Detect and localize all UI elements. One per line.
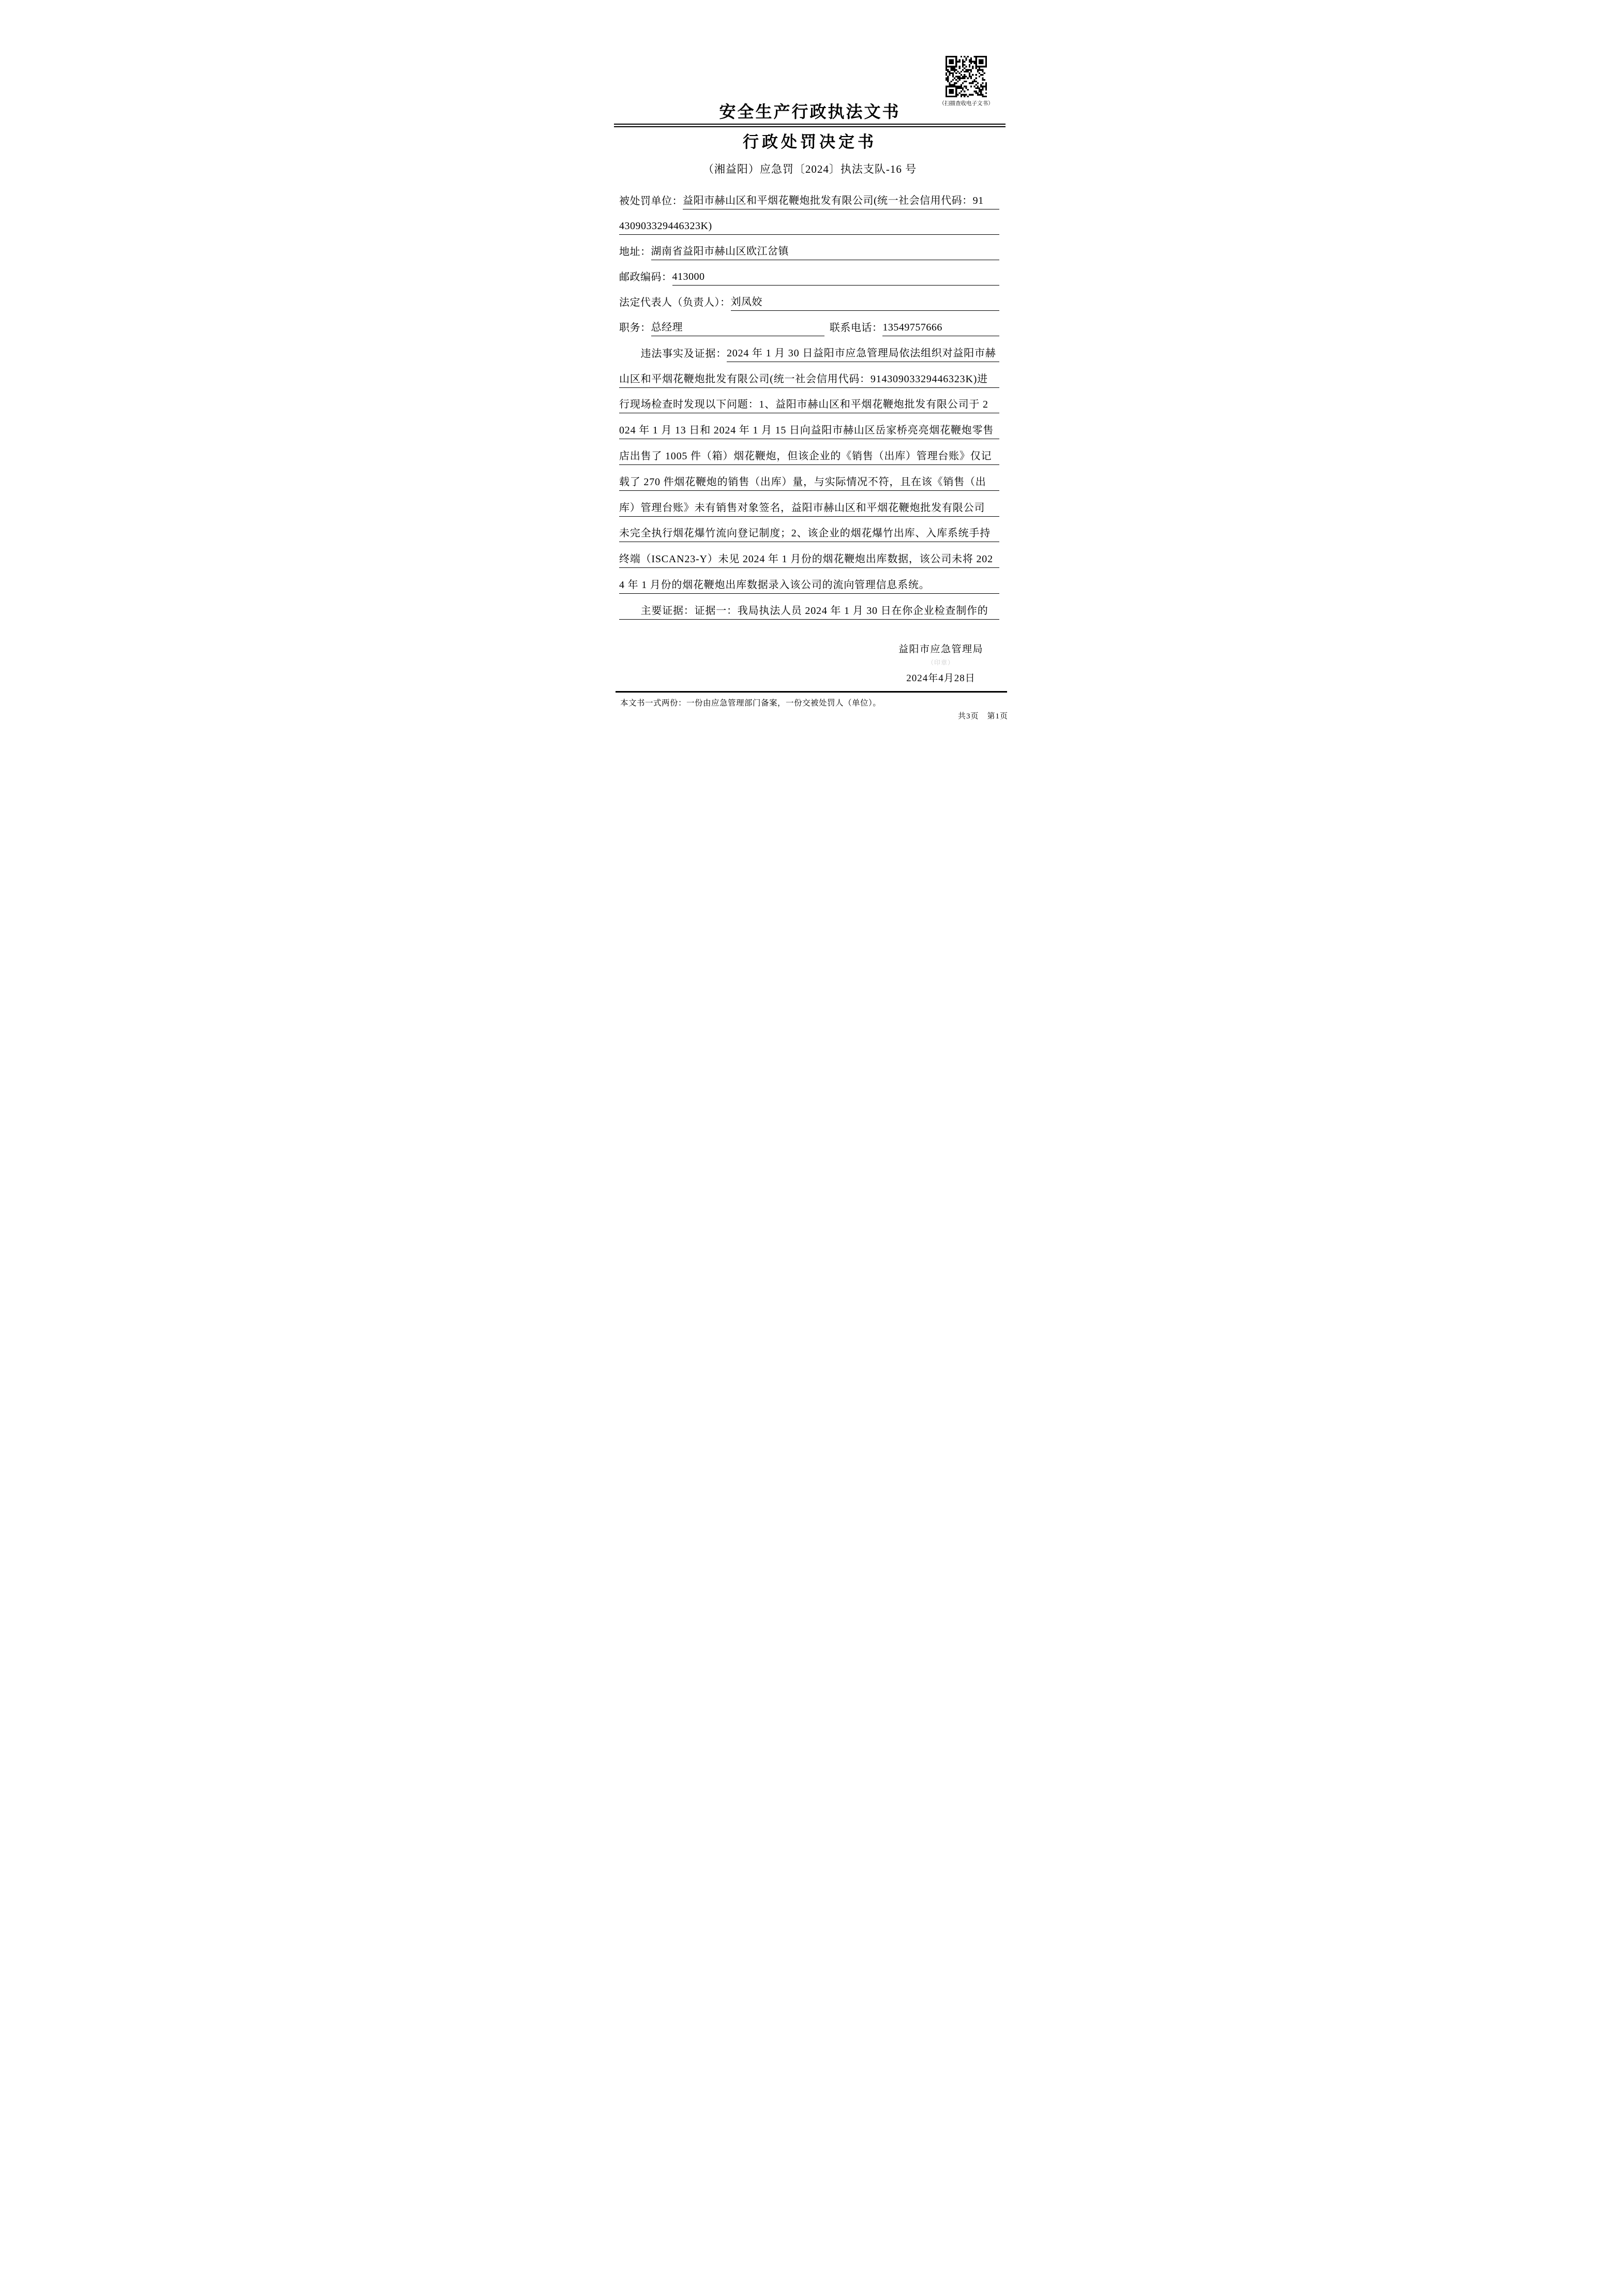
qr-block	[937, 56, 995, 107]
body-line-text: 店出售了 1005 件（箱）烟花鞭炮，但该企业的《销售（出库）管理台账》仅记	[619, 447, 999, 465]
field-cell-position	[619, 319, 824, 336]
document-category-title: 安全生产行政执法文书	[719, 102, 901, 121]
body-line	[619, 362, 999, 388]
field-value: 总经理	[651, 319, 824, 336]
seal-placeholder: （印章）	[927, 659, 954, 666]
field-row-penalized-unit	[619, 184, 999, 209]
field-label: 邮政编码：	[619, 272, 672, 283]
field-label: 地址：	[619, 246, 651, 258]
body-line-text: 载了 270 件烟花鞭炮的销售（出库）量，与实际情况不符，且在该《销售（出	[619, 473, 999, 491]
footer-rule	[616, 691, 1007, 693]
field-cell-phone	[830, 319, 999, 336]
rule-line	[614, 124, 1006, 125]
document-page	[540, 0, 1080, 766]
body-line-text: 4 年 1 月份的烟花鞭炮出库数据录入该公司的流向管理信息系统。	[619, 576, 999, 594]
issue-date: 2024年4月28日	[906, 673, 976, 684]
body-line	[619, 465, 999, 491]
body-line-text: 2024 年 1 月 30 日益阳市应急管理局依法组织对益阳市赫	[727, 344, 999, 362]
body-line	[619, 491, 999, 517]
field-label: 联系电话：	[829, 322, 883, 334]
field-row-postal-code	[619, 260, 999, 286]
field-value: 刘凤姣	[731, 293, 1000, 311]
field-value: 13549757666	[882, 322, 999, 336]
footer-note: 本文书一式两份：一份由应急管理部门备案，一份交被处罚人（单位）。	[620, 699, 881, 708]
field-row-penalized-unit-continued	[619, 209, 999, 235]
field-row-legal-representative	[619, 286, 999, 311]
issuer-block	[845, 641, 1037, 684]
body-line-text: 未完全执行烟花爆竹流向登记制度；2、该企业的烟花爆竹出库、入库系统手持	[619, 524, 999, 542]
field-value: 413000	[672, 271, 1000, 286]
field-label: 职务：	[619, 322, 651, 334]
body-line-text: 终端（ISCAN23-Y）未见 2024 年 1 月份的烟花鞭炮出库数据，该公司未将 202	[619, 550, 999, 568]
document-title: 行政处罚决定书	[743, 133, 877, 151]
field-row-address	[619, 235, 999, 260]
field-row-position-phone	[619, 311, 999, 336]
body-line	[619, 542, 999, 568]
body-line-text: 024 年 1 月 13 日和 2024 年 1 月 15 日向益阳市赫山区岳家桥亮亮烟花鞭炮零售	[619, 422, 999, 439]
body-line	[619, 388, 999, 414]
qr-caption: （扫描查收电子文书）	[939, 101, 994, 107]
body-line-text: 行现场检查时发现以下问题：1、益阳市赫山区和平烟花鞭炮批发有限公司于 2	[619, 396, 999, 413]
fields-section	[619, 184, 999, 336]
issuer-agency: 益阳市应急管理局	[898, 644, 983, 655]
field-label: 法定代表人（负责人）：	[619, 297, 731, 308]
body-line	[619, 413, 999, 439]
qr-code-icon	[946, 56, 987, 97]
field-label: 被处罚单位：	[619, 196, 683, 207]
body-paragraph	[619, 336, 999, 620]
body-line-prefix: 违法事实及证据：	[619, 348, 727, 359]
body-line-text: 主要证据：证据一：我局执法人员 2024 年 1 月 30 日在你企业检查制作的	[619, 602, 999, 620]
body-line-text: 库）管理台账》未有销售对象签名，益阳市赫山区和平烟花鞭炮批发有限公司	[619, 499, 999, 517]
body-line	[619, 439, 999, 465]
body-line	[619, 336, 999, 362]
body-line	[619, 568, 999, 594]
body-line-text: 山区和平烟花鞭炮批发有限公司(统一社会信用代码：91430903329446323K)进	[619, 370, 999, 388]
rule-line	[614, 126, 1006, 127]
body-line	[619, 594, 999, 620]
field-value: 430903329446323K)	[619, 220, 999, 235]
header-double-rule	[614, 124, 1006, 127]
field-value: 湖南省益阳市赫山区欧江岔镇	[651, 243, 1000, 260]
document-number: （湘益阳）应急罚〔2024〕执法支队-16 号	[702, 163, 917, 175]
field-value: 益阳市赫山区和平烟花鞭炮批发有限公司(统一社会信用代码：91	[683, 192, 999, 209]
page-number: 共3页 第1页	[957, 712, 1008, 721]
body-line	[619, 517, 999, 543]
